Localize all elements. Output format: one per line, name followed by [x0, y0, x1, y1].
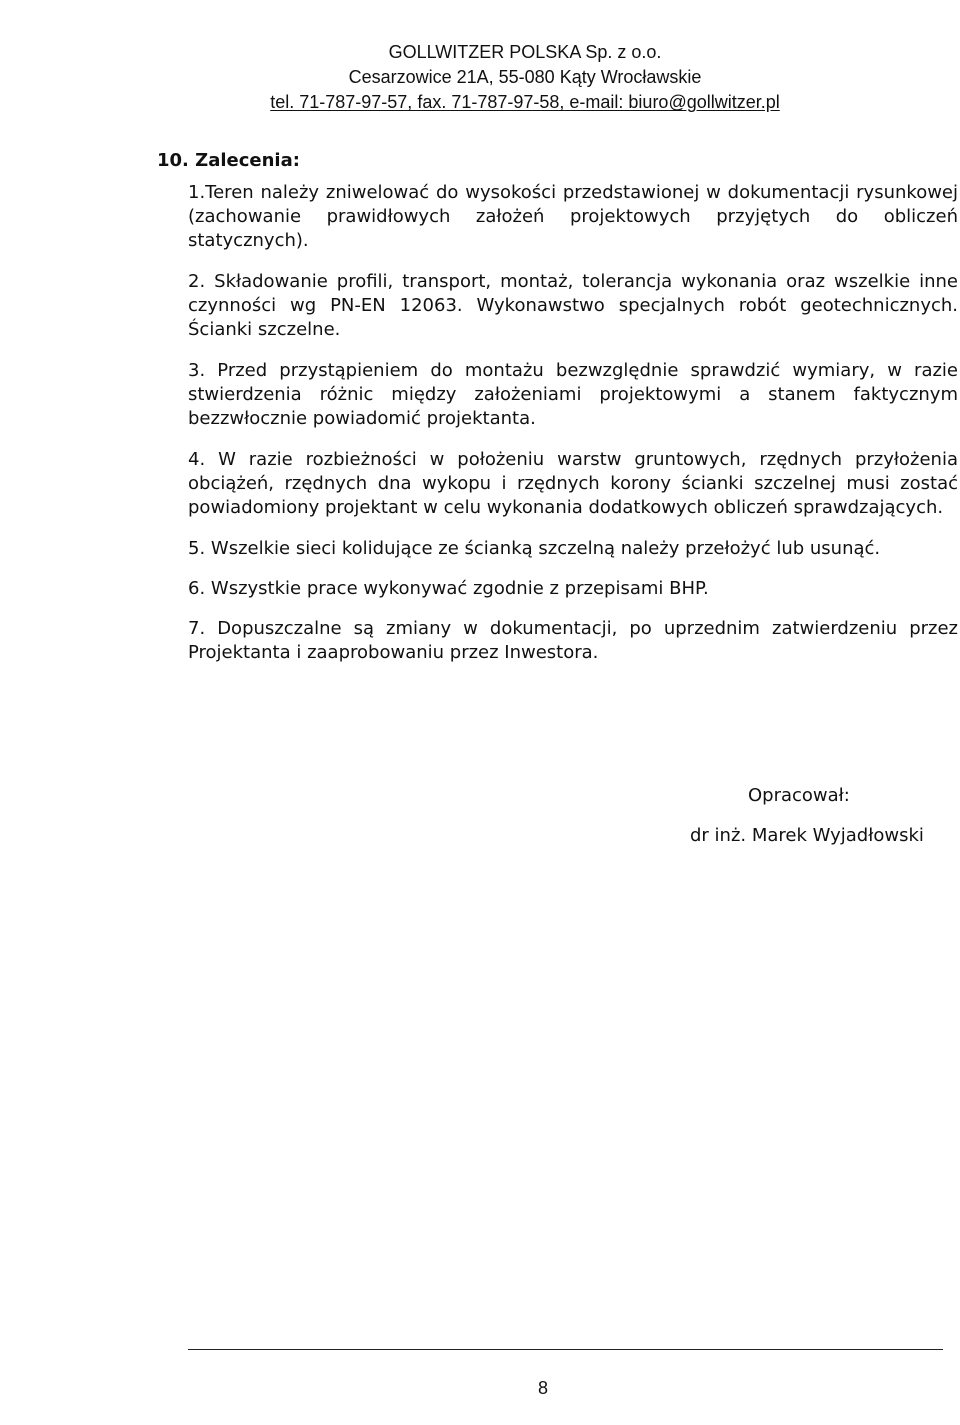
recommendation-item-7: 7. Dopuszczalne są zmiany w dokumentacji, po uprzednim zatwierdzeniu przez Projektanta i zaaprobowaniu przez Inwestora.	[188, 618, 958, 663]
recommendations-list	[188, 181, 958, 682]
company-contact: tel. 71-787-97-57, fax. 71-787-97-58, e-mail: biuro@gollwitzer.pl	[270, 92, 780, 112]
section-title: 10. Zalecenia:	[157, 150, 300, 171]
recommendation-item-5: 5. Wszelkie sieci kolidujące ze ścianką szczelną należy przełożyć lub usunąć.	[188, 538, 881, 559]
company-name: GOLLWITZER POLSKA Sp. z o.o.	[388, 42, 662, 62]
signature-block	[690, 776, 950, 856]
recommendation-item-3: 3. Przed przystąpieniem do montażu bezwzględnie sprawdzić wymiary, w razie stwierdzenia różnic między założeniami projektowymi a stanem faktycznym bezzwłocznie powiadomić projektanta.	[188, 360, 958, 429]
footer-divider	[188, 1349, 943, 1350]
signature-label: Opracował:	[748, 785, 850, 806]
recommendation-item-2: 2. Składowanie profili, transport, montaż, tolerancja wykonania oraz wszelkie inne czynności wg PN-EN 12063. Wykonawstwo specjalnych robót geotechnicznych. Ścianki szczelne.	[188, 271, 958, 340]
recommendation-item-1: 1.Teren należy zniwelować do wysokości przedstawionej w dokumentacji rysunkowej (zachowanie prawidłowych założeń projektowych przyjętych do obliczeń statycznych).	[188, 182, 958, 251]
recommendation-item-4: 4. W razie rozbieżności w położeniu warstw gruntowych, rzędnych przyłożenia obciążeń, rzędnych dna wykopu i rzędnych korony ścianki szczelnej musi zostać powiadomiony projektant w celu wykonania dodatkowych obliczeń sprawdzających.	[188, 449, 958, 518]
recommendation-item-6: 6. Wszystkie prace wykonywać zgodnie z przepisami BHP.	[188, 578, 709, 599]
company-address: Cesarzowice 21A, 55-080 Kąty Wrocławskie	[348, 67, 702, 87]
company-letterhead	[0, 40, 960, 115]
signature-name: dr inż. Marek Wyjadłowski	[690, 825, 924, 846]
page-number: 8	[537, 1378, 548, 1398]
